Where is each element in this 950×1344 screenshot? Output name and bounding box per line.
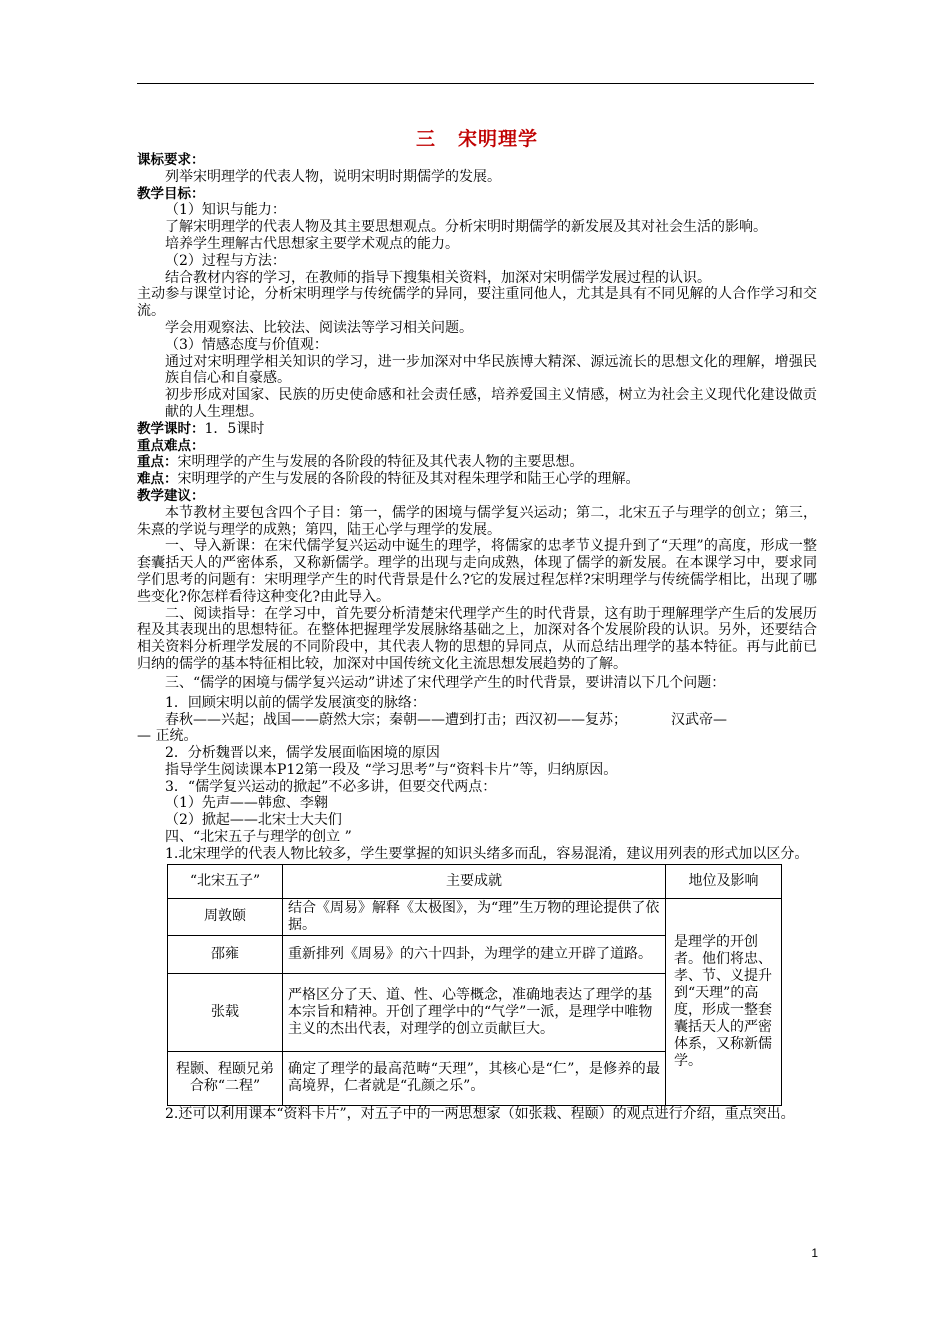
jxmb-line: 培养学生理解古代思想家主要学术观点的能力。 [165,235,459,252]
jxmb-line: （1）知识与能力： [165,202,286,219]
five-masters-table [167,864,782,1106]
zd-text: 宋明理学的产生与发展的各阶段的特征及其代表人物的主要思想。 [177,454,584,471]
title-number: 三 [415,128,436,150]
nd-label: 难点： [137,471,178,488]
table-cell-name: 周敦颐 [168,898,283,935]
table-cell-influence: 是理学的开创者。他们将忠、孝、节、义提升到“天理”的高度，形成一整套囊括天人的严密体系，又称新儒学。 [666,898,782,1105]
table-header: 主要成就 [283,864,666,898]
table-cell-name: 张载 [168,973,283,1051]
section-heading-jxks: 教学课时： [137,420,205,437]
jxks-line [137,421,817,438]
table-header: “北宋五子” [168,864,283,898]
jxjy-paragraph: 四、“北宋五子与理学的创立 ” [165,829,352,846]
table-cell-name: 邵雍 [168,935,283,973]
jxjy-paragraph: 二、阅读指导：在学习中，首先要分析清楚宋代理学产生的时代背景，这有助于理解理学产生后的发展历程及其表现出的思想特征。在整体把握理学发展脉络基础之上，加深对各个发展阶段的认识。另外，还要结合相关资料分析理学发展的不同阶段中，其代表人物的思想的异同点，从而总结出理学的基本特征。再与此前已归纳的儒学的基本特征相比较，加深对中国传统文化主流思想发展趋势的了解。 [137,605,817,672]
table-cell-achievement: 确定了理学的最高范畴“天理”，其核心是“仁”，是修养的最高境界，仁者就是“孔颜之乐”。 [283,1051,666,1105]
jxmb-line: （2）过程与方法： [165,252,286,269]
jxmb-line: 了解宋明理学的代表人物及其主要思想观点。分析宋明时期儒学的新发展及其对社会生活的影响。 [165,219,767,236]
table-cell-achievement: 严格区分了天、道、性、心等概念，准确地表达了理学的基本宗旨和精神。开创了理学中的“气学”一派，是理学中唯物主义的杰出代表，对理学的创立贡献巨大。 [283,973,666,1051]
jxmb-line: （3）情感态度与价值观： [165,336,328,353]
header-rule [137,83,814,84]
section-heading-kbyq: 课标要求： [137,152,205,168]
jxjy-paragraph: （1）先声——韩愈、李翱 [165,795,328,812]
timeline-text: 春秋——兴起；战国——蔚然大宗；秦朝——遭到打击；西汉初——复苏； [165,711,627,728]
jxjy-paragraph [137,712,817,729]
table-cell-achievement: 重新排列《周易》的六十四卦，为理学的建立开辟了道路。 [283,935,666,973]
document-body [137,124,817,1122]
table-header: 地位及影响 [666,864,782,898]
nd-text: 宋明理学的产生与发展的各阶段的特征及其对程朱理学和陆王心学的理解。 [177,471,640,488]
zd-label: 重点： [137,454,178,471]
table-header-row [168,864,782,898]
jxmb-line: 主动参与课堂讨论，分析宋明理学与传统儒学的异同，要注重同他人，尤其是具有不同见解的人合作学习和交流。 [137,286,817,320]
jxmb-line: 结合教材内容的学习，在教师的指导下搜集相关资料，加深对宋明儒学发展过程的认识。 [165,269,711,286]
nd-line [137,471,817,488]
jxmb-line: 通过对宋明理学相关知识的学习，进一步加深对中华民族博大精深、源远流长的思想文化的理解，增强民族自信心和自豪感。 [165,353,817,387]
jxmb-line: 学会用观察法、比较法、阅读法等学习相关问题。 [165,319,473,336]
kbyq-text: 列举宋明理学的代表人物，说明宋明时期儒学的发展。 [165,168,501,185]
jxks-value: 1．5课时 [204,420,265,437]
jxjy-paragraph: 3．“儒学复兴运动的掀起”不必多讲，但要交代两点： [165,778,497,795]
jxjy-paragraph: 2.还可以利用课本“资料卡片”，对五子中的一两思想家（如张栽、程颐）的观点进行介绍，重点突出。 [165,1105,795,1122]
table-cell-achievement: 结合《周易》解释《太极图》，为“理”生万物的理论提供了依据。 [283,898,666,935]
jxjy-paragraph: 指导学生阅读课本P12第一段及 “学习思考”与“资料卡片”等，归纳原因。 [165,761,618,778]
page-number: 1 [811,1246,818,1260]
jxmb-line: 初步形成对国家、民族的历史使命感和社会责任感，培养爱国主义情感，树立为社会主义现代化建设做贡献的人生理想。 [165,387,817,420]
table-row [168,898,782,935]
jxjy-paragraph: 三、“儒学的困境与儒学复兴运动”讲述了宋代理学产生的时代背景，要讲清以下几个问题： [165,674,726,691]
zd-line [137,454,817,471]
jxjy-paragraph: 1.北宋理学的代表人物比较多，学生要掌握的知识头绪多而乱，容易混淆，建议用列表的形式加以区分。 [165,845,809,862]
jxjy-paragraph: 本节教材主要包含四个子目：第一，儒学的困境与儒学复兴运动；第二，北宋五子与理学的创立；第三，朱熹的学说与理学的成熟；第四，陆王心学与理学的发展。 [137,504,817,538]
table-cell-name: 程颢、程颐兄弟合称“二程” [168,1051,283,1105]
jxjy-paragraph: 2．分析魏晋以来，儒学发展面临困境的原因 [165,745,440,762]
jxjy-paragraph: 1．回顾宋明以前的儒学发展演变的脉络： [165,694,426,711]
page-title [137,124,817,154]
jxjy-paragraph: — 正统。 [137,728,198,745]
title-text: 宋明理学 [458,128,539,150]
section-heading-jxmb: 教学目标： [137,185,205,202]
jxjy-paragraph: 一、导入新课：在宋代儒学复兴运动中诞生的理学，将儒家的忠孝节义提升到了“天理”的高度，形成一整套囊括天人的严密体系，又称新儒学。理学的出现与走向成熟，体现了儒学的新发展。在本课学习中，要求同学们思考的问题有：宋明理学产生的时代背景是什么?它的发展过程怎样?宋明理学与传统儒学相比，出现了哪些变化?你怎样看待这种变化?由此导入。 [137,538,817,605]
section-heading-zdnd: 重点难点： [137,437,205,454]
jxjy-paragraph: （2）掀起——北宋士大夫们 [165,812,342,829]
section-heading-jxjy: 教学建议： [137,487,205,504]
timeline-text-end: 汉武帝— [671,711,727,728]
